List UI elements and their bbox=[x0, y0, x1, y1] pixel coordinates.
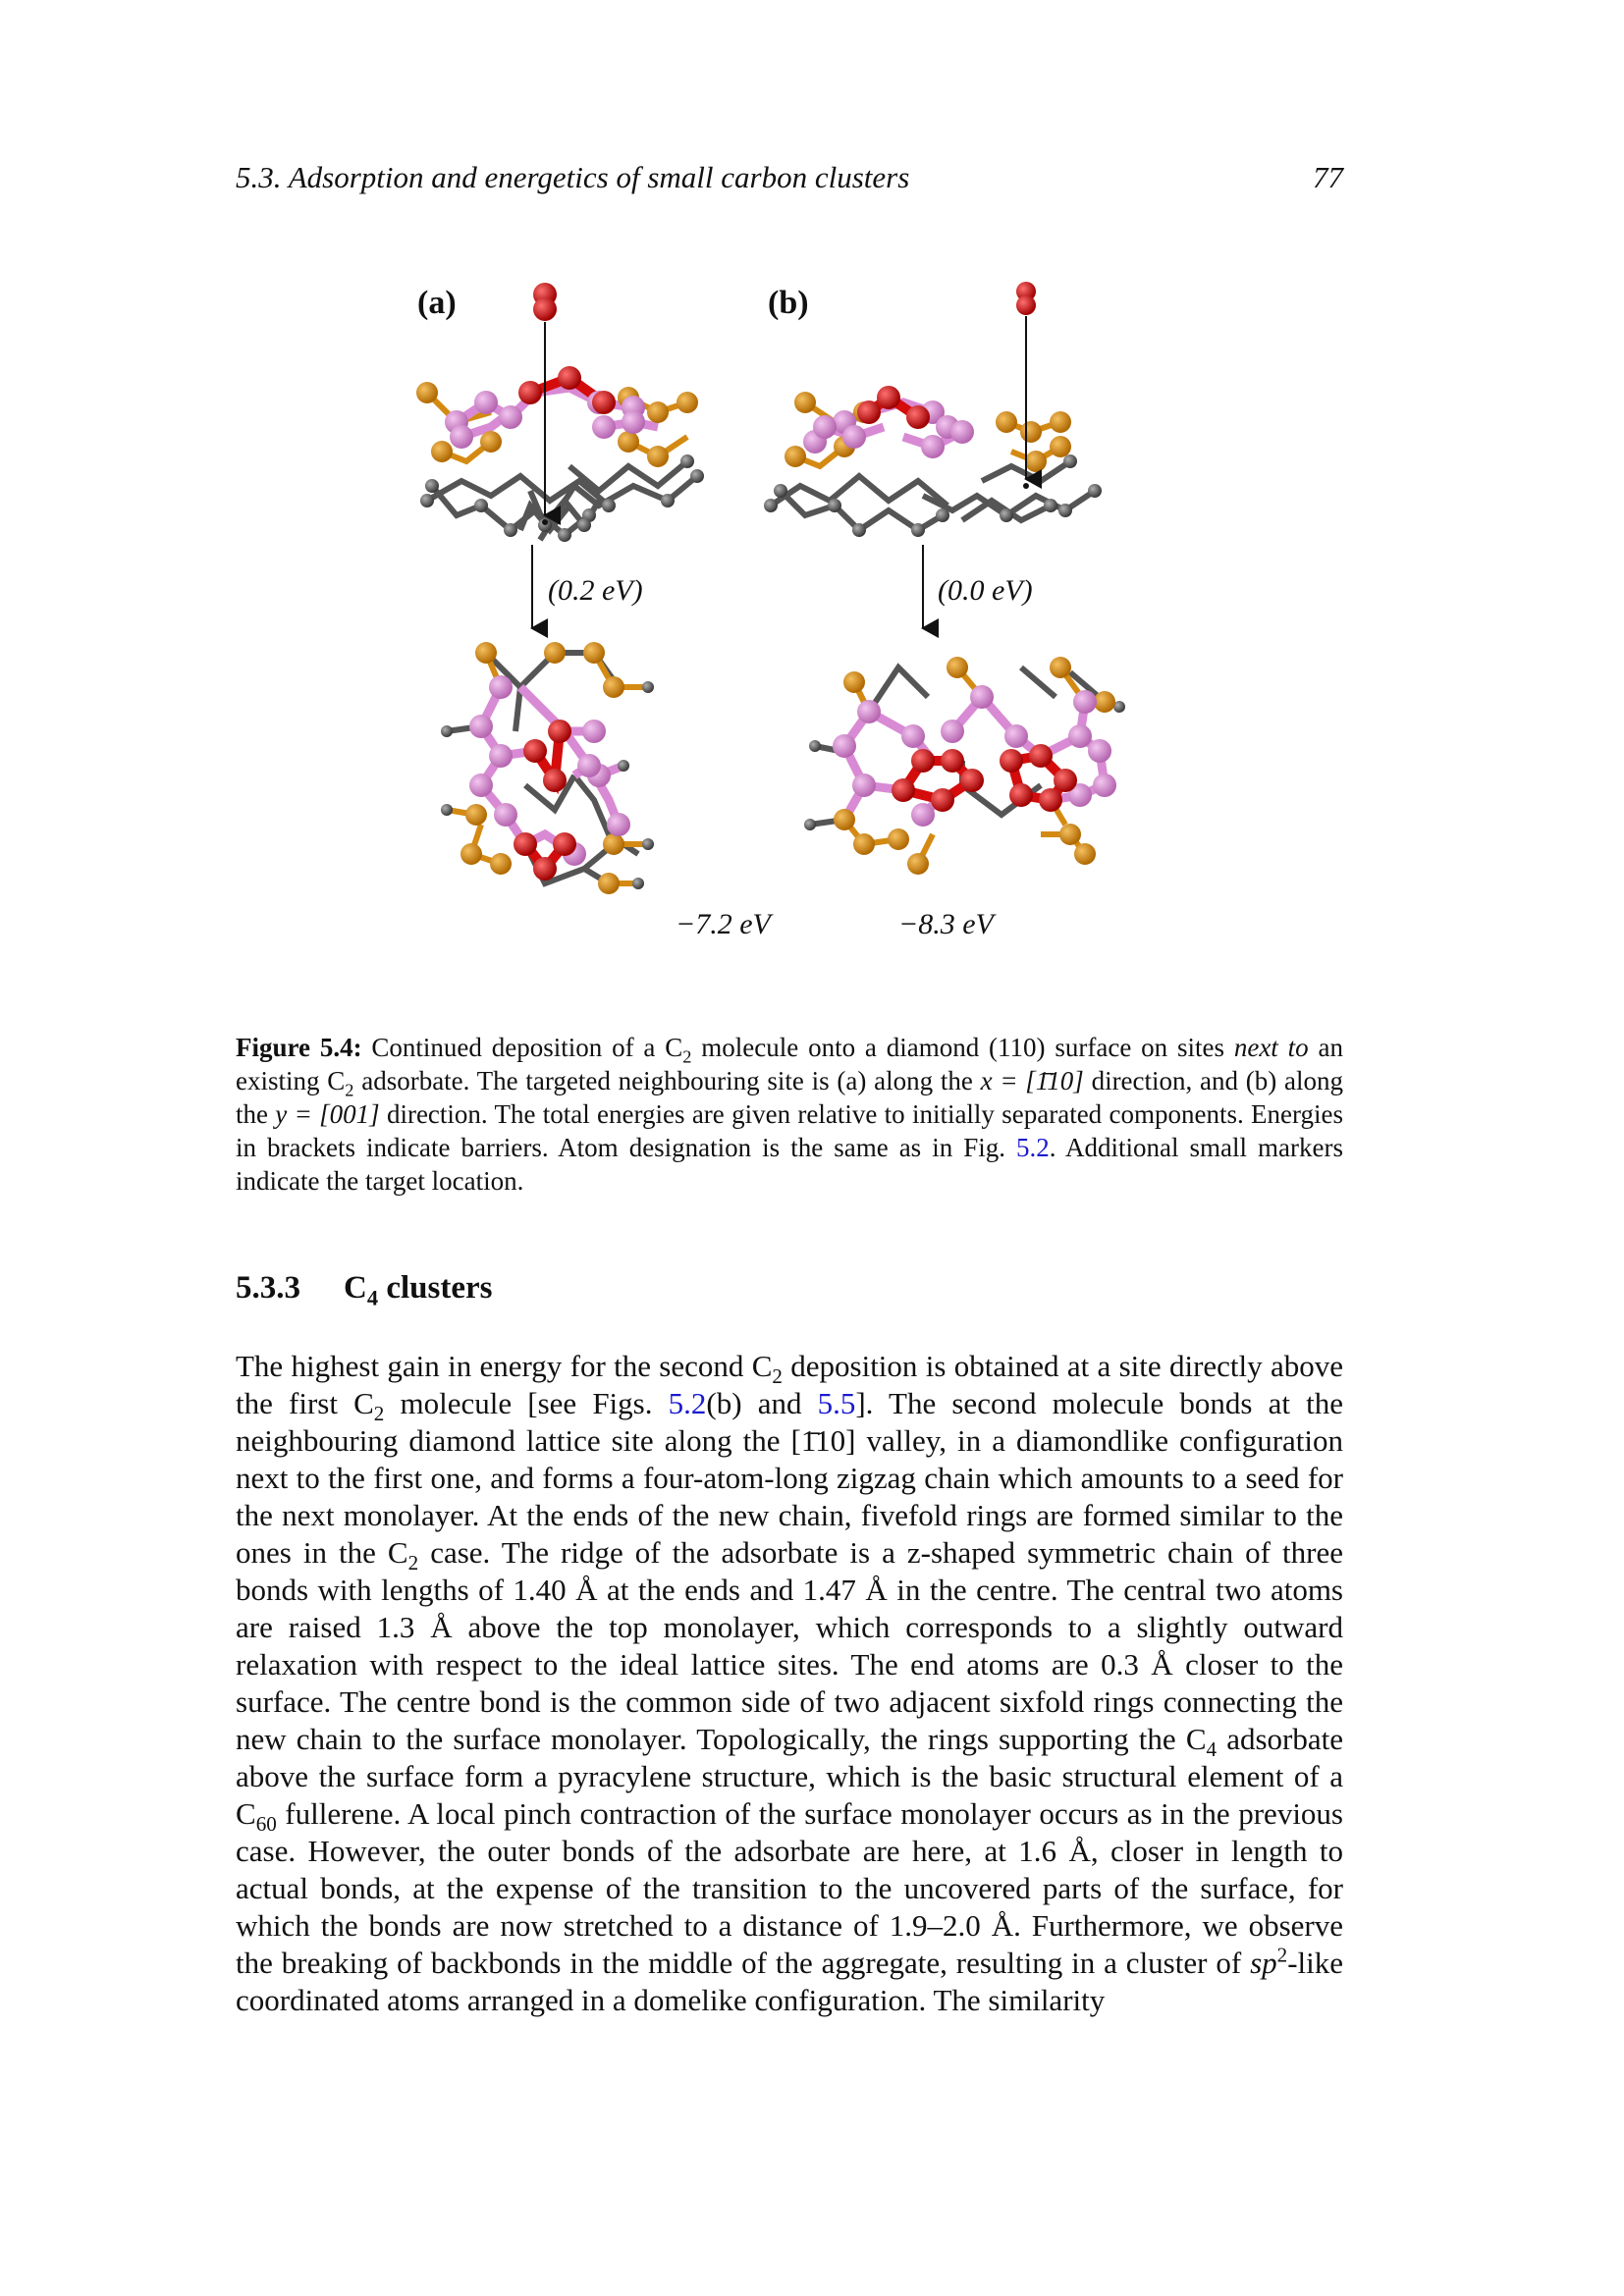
math-x-direction: x = [1̄10] bbox=[980, 1066, 1084, 1095]
panel-b-top-view bbox=[804, 657, 1125, 875]
figure-caption: Figure 5.4: Continued deposition of a $C_2$ molecule onto a diamond (110) surface on sites next to an existing $C_2$ adsorbate. The targeted neighbouring site is (a) along the x = [1̄10] direction, and (b) along the y = [001] direction. The total energies are given relative to initially separated components. Energies in brackets indicate barriers. Atom designation is the same as in Fig. 5.2. Additional small markers indicate the target location. bbox=[236, 1033, 1343, 1196]
page-number: 77 bbox=[1313, 160, 1343, 194]
running-header bbox=[236, 160, 1343, 199]
section-number: 5.3.3 bbox=[236, 1270, 300, 1306]
figure-reference-link[interactable]: 5.2 bbox=[1016, 1133, 1050, 1162]
figure-5-4 bbox=[373, 265, 1257, 972]
panel-b-side-view bbox=[764, 282, 1102, 537]
body-paragraph: The highest gain in energy for the second $C_2$ deposition is obtained at a site directly above the first $C_2$ molecule [see Figs. 5.2(b) and 5.5]. The second molecule bonds at the neighbouring diamond lattice site along the [1̄10] valley, in a diamondlike configuration next to the first one, and forms a four-atom-long zigzag chain which amounts to a seed for the next monolayer. At the ends of the new chain, fivefold rings are formed similar to the ones in the $C_2$ case. The ridge of the adsorbate is a z-shaped symmetric chain of three bonds with lengths of 1.40 Å at the ends and 1.47 Å in the centre. The central two atoms are raised 1.3 Å above the top monolayer, which corresponds to a slightly outward relaxation with respect to the ideal lattice sites. The end atoms are 0.3 Å closer to the surface. The centre bond is the common side of two adjacent sixfold rings connecting the new chain to the surface monolayer. Topologically, the rings supporting the $C_4$ adsorbate above the surface form a pyracylene structure, which is the basic structural element of a $C_{60}$ fullerene. A local pinch contraction of the surface monolayer occurs as in the previous case. However, the outer bonds of the adsorbate are here, at 1.6 Å, closer in length to actual bonds, at the expense of the transition to the uncovered parts of the surface, for which the bonds are now stretched to a distance of 1.9–2.0 Å. Furthermore, we observe the breaking of backbonds in the middle of the aggregate, resulting in a cluster of $sp^2$-like coordinated atoms arranged in a domelike configuration. The similarity bbox=[236, 1349, 1343, 2017]
molecular-structures-illustration bbox=[373, 265, 1257, 972]
math-y-direction: y = [001] bbox=[275, 1099, 380, 1129]
panel-a-side-view bbox=[416, 283, 704, 542]
barrier-label-b: (0.0 eV) bbox=[938, 574, 1033, 607]
energy-label-a: −7.2 eV bbox=[676, 908, 771, 940]
panel-a-top-view bbox=[441, 642, 654, 894]
running-title: 5.3. Adsorption and energetics of small carbon clusters bbox=[236, 160, 910, 194]
barrier-label-a: (0.2 eV) bbox=[548, 574, 643, 607]
energy-label-b: −8.3 eV bbox=[898, 908, 994, 940]
section-heading: 5.3.3 $C_4$ clusters bbox=[236, 1270, 493, 1310]
figure-label: Figure 5.4: bbox=[236, 1033, 362, 1062]
panel-a-label: (a) bbox=[417, 285, 457, 321]
figure-reference-link[interactable]: 5.2 bbox=[668, 1386, 707, 1420]
panel-b-label: (b) bbox=[768, 285, 809, 321]
figure-reference-link[interactable]: 5.5 bbox=[817, 1386, 856, 1420]
